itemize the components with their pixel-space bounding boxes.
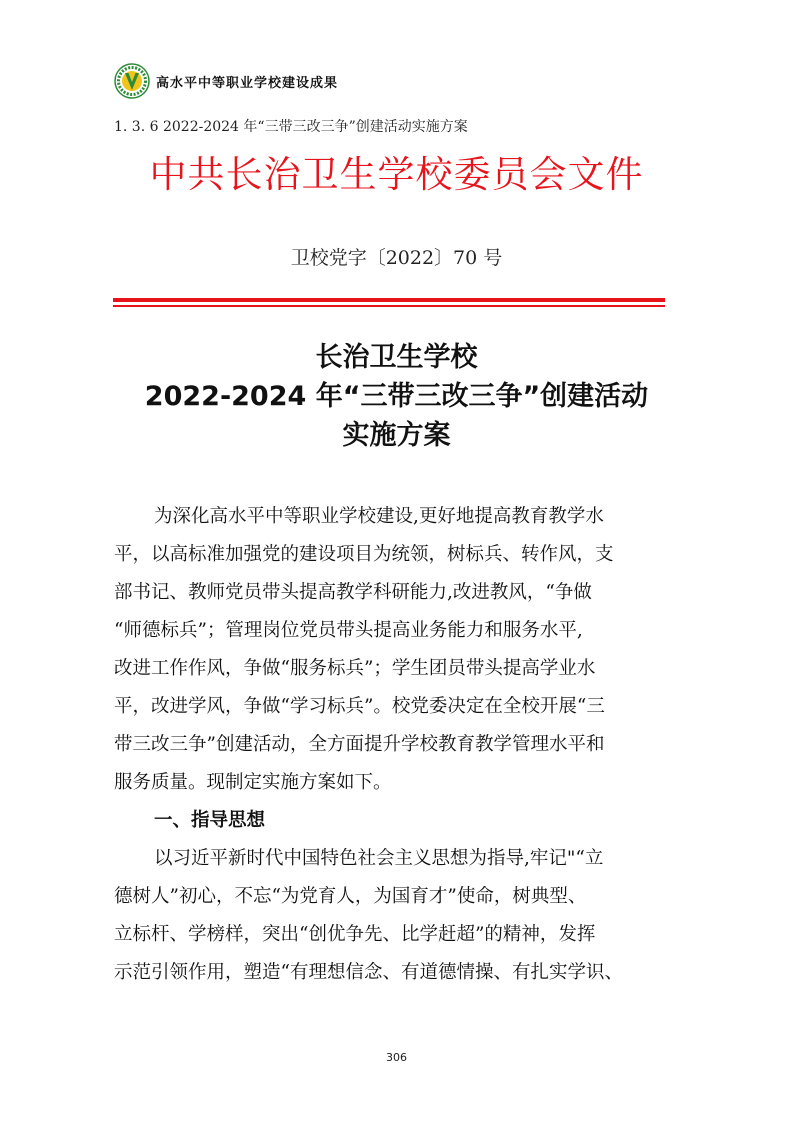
body-line: 带三改三争”创建活动，全方面提升学校教育教学管理水平和 [114,734,605,755]
main-title-line: 实施方案 [342,420,451,451]
page-number: 306 [386,1051,407,1064]
document-red-title: 中共长治卫生学校委员会文件 [149,153,644,196]
main-title-line: 长治卫生学校 [315,342,478,373]
red-divider-thin [113,305,665,307]
header-title: 高水平中等职业学校建设成果 [156,75,339,91]
document-number: 卫校党字〔2022〕70 号 [290,247,503,269]
page-header [114,62,338,100]
body-line: 示范引领作用，塑造“有理想信念、有道德情操、有扎实学识、 [114,962,623,983]
red-divider-thick [113,298,665,302]
section-number: 1. 3. 6 2022-2024 年“三带三改三争”创建活动实施方案 [114,119,468,135]
main-title [0,338,793,455]
body-line: 部书记、教师党员带头提高教学科研能力,改进教风，“争做 [114,582,592,603]
body-line: 以习近平新时代中国特色社会主义思想为指导,牢记"“立 [154,848,604,869]
main-title-line: 2022-2024 年“三带三改三争”创建活动 [144,381,649,412]
body-line: 为深化高水平中等职业学校建设,更好地提高教育教学水 [154,506,604,527]
body-line: 德树人”初心，不忘“为党育人，为国育才”使命，树典型、 [114,886,587,907]
body-line: “师德标兵”；管理岗位党员带头提高业务能力和服务水平, [114,620,583,641]
body-line: 服务质量。现制定实施方案如下。 [114,772,392,793]
school-logo [114,63,150,99]
body-line: 平，以高标准加强党的建设项目为统领，树标兵、转作风，支 [114,544,614,565]
body-line: 平，改进学风，争做“学习标兵”。校党委决定在全校开展“三 [114,696,605,717]
section-heading: 一、指导思想 [154,810,266,831]
body-line: 改进工作作风，争做“服务标兵”；学生团员带头提高学业水 [114,658,596,679]
body-line: 立标杆、学榜样，突出“创优争先、比学赶超”的精神，发挥 [114,924,596,945]
body-text [114,498,694,992]
